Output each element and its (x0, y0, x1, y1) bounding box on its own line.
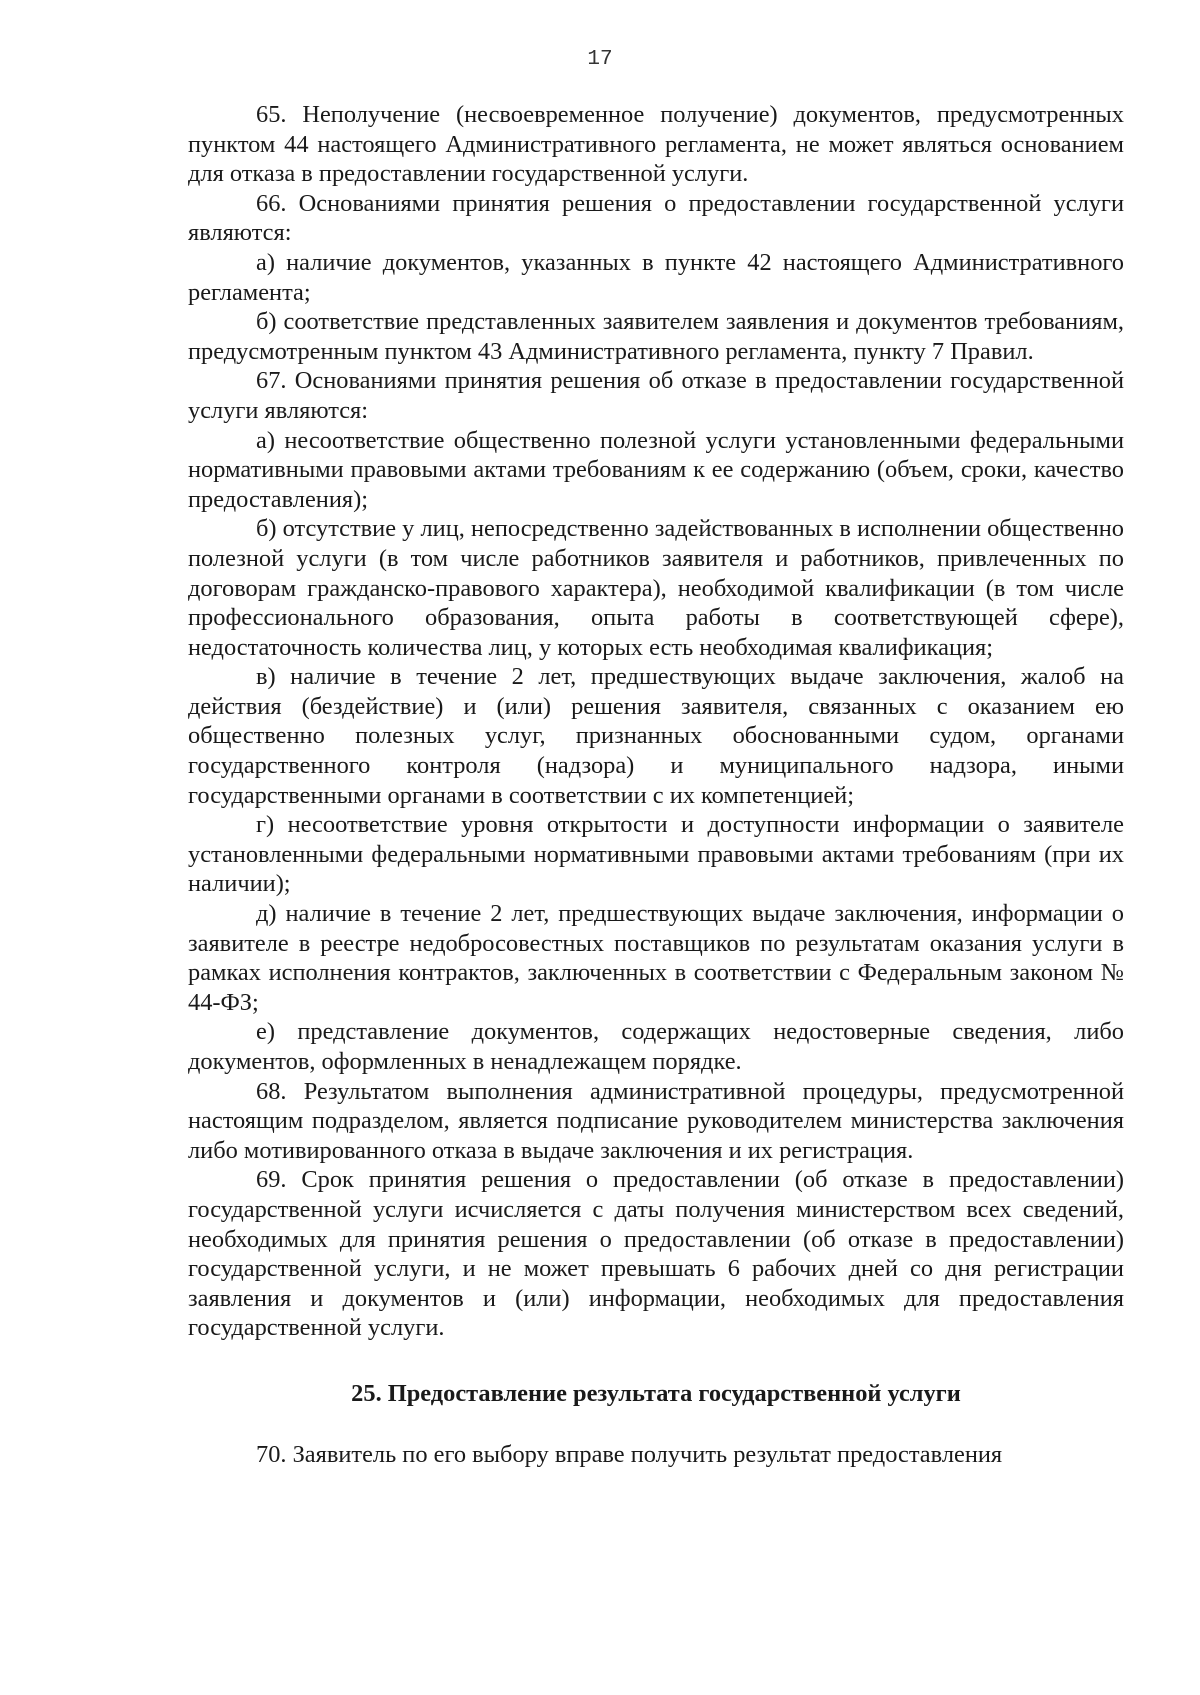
paragraph-69: 69. Срок принятия решения о предоставлении (об отказе в предоставлении) государственной услуги исчисляется с даты получения министерством всех сведений, необходимых для принятия решения о предоставлении (об отказе в предоставлении) государственной услуги, и не может превышать 6 рабочих дней со дня регистрации заявления и документов и (или) информации, необходимых для предоставления государственной услуги. (188, 1166, 1124, 1342)
paragraph-67-v: в) наличие в течение 2 лет, предшествующих выдаче заключения, жалоб на действия (бездействие) и (или) решения заявителя, связанных с оказанием ею общественно полезных услуг, признанных обоснованными судом, органами государственного контроля (надзора) и муниципального надзора, иными государственными органами в соответствии с их компетенцией; (188, 663, 1124, 809)
paragraph-67-g: г) несоответствие уровня открытости и доступности информации о заявителе установленными федеральными нормативными правовыми актами требованиям (при их наличии); (188, 811, 1124, 898)
page-number: 17 (587, 48, 613, 71)
section-heading: 25. Предоставление результата государственной услуги (351, 1379, 961, 1407)
paragraph-66: 66. Основаниями принятия решения о предоставлении государственной услуги являются: (188, 189, 1124, 247)
document-body (188, 100, 1124, 1469)
paragraph-67-b: б) отсутствие у лиц, непосредственно задействованных в исполнении общественно полезной услуги (в том числе работников заявителя и работников, привлеченных по договорам гражданско-правового характера), необходимой квалификации (в том числе профессионального образования, опыта работы в соответствующей сфере), недостаточность количества лиц, у которых есть необходимая квалификация; (188, 515, 1124, 661)
paragraph-67-a: а) несоответствие общественно полезной услуги установленными федеральными нормативными правовыми актами требованиям к ее содержанию (объем, сроки, качество предоставления); (188, 426, 1124, 513)
paragraph-67-e: е) представление документов, содержащих недостоверные сведения, либо документов, оформленных в ненадлежащем порядке. (188, 1018, 1124, 1075)
paragraph-66-a: а) наличие документов, указанных в пункте 42 настоящего Административного регламента; (188, 248, 1124, 306)
paragraph-70: 70. Заявитель по его выбору вправе получить результат предоставления (256, 1440, 1003, 1468)
paragraph-65: 65. Неполучение (несвоевременное получение) документов, предусмотренных пунктом 44 настоящего Административного регламента, не может являться основанием для отказа в предоставлении государственной услуги. (188, 101, 1124, 188)
paragraph-66-b: б) соответствие представленных заявителем заявления и документов требованиям, предусмотренным пунктом 43 Административного регламента, пункту 7 Правил. (188, 308, 1124, 365)
paragraph-68: 68. Результатом выполнения административной процедуры, предусмотренной настоящим подразделом, является подписание руководителем министерства заключения либо мотивированного отказа в выдаче заключения и их регистрация. (188, 1077, 1124, 1164)
paragraph-67: 67. Основаниями принятия решения об отказе в предоставлении государственной услуги являются: (188, 367, 1124, 424)
paragraph-67-d: д) наличие в течение 2 лет, предшествующих выдаче заключения, информации о заявителе в реестре недобросовестных поставщиков по результатам оказания услуги в рамках исполнения контрактов, заключенных в соответствии с Федеральным законом № 44-ФЗ; (188, 900, 1124, 1016)
